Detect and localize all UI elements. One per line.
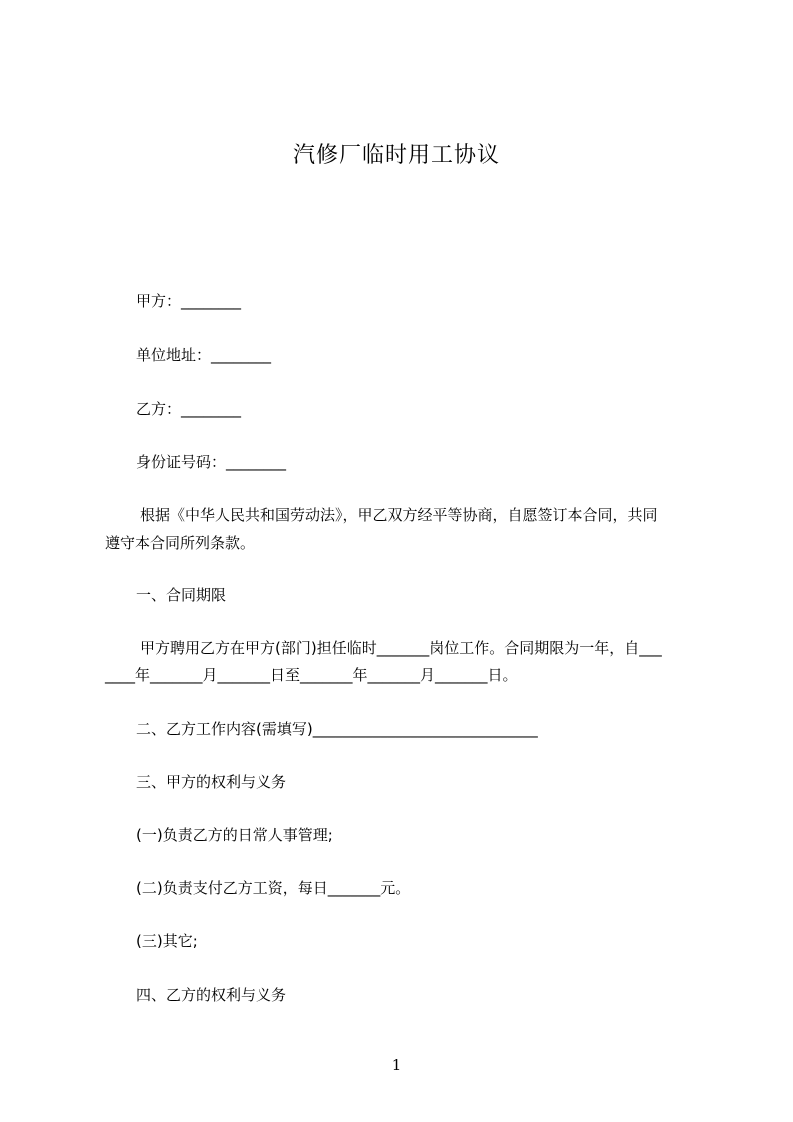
section-4-heading: 四、乙方的权利与义务: [136, 986, 287, 1004]
page-number: 1: [391, 1056, 402, 1074]
section-1-line-2: ____年_______月_______日至_______年_______月_______日。: [105, 666, 518, 684]
document-title: 汽修厂临时用工协议: [292, 143, 500, 168]
preamble-line-1: 根据《中华人民共和国劳动法》，甲乙双方经平等协商，自愿签订本合同，共同: [140, 506, 658, 524]
section-1-heading: 一、合同期限: [136, 586, 227, 604]
section-3-item-3: (三)其它;: [136, 932, 198, 950]
preamble-line-2: 遵守本合同所列条款。: [105, 534, 256, 552]
section-3-item-1: (一)负责乙方的日常人事管理;: [136, 826, 333, 844]
party-a-line: 甲方：________: [136, 292, 242, 310]
id-number-line: 身份证号码：________: [136, 453, 287, 471]
party-b-line: 乙方：________: [136, 400, 242, 418]
section-1-line-1: 甲方聘用乙方在甲方(部门)担任临时_______岗位工作。合同期限为一年，自___: [140, 639, 662, 657]
unit-address-line: 单位地址：________: [136, 346, 272, 364]
section-3-item-2: (二)负责支付乙方工资，每日_______元。: [136, 879, 411, 897]
section-2-heading: 二、乙方工作内容(需填写)______________________________: [136, 720, 538, 738]
section-3-heading: 三、甲方的权利与义务: [136, 773, 287, 791]
